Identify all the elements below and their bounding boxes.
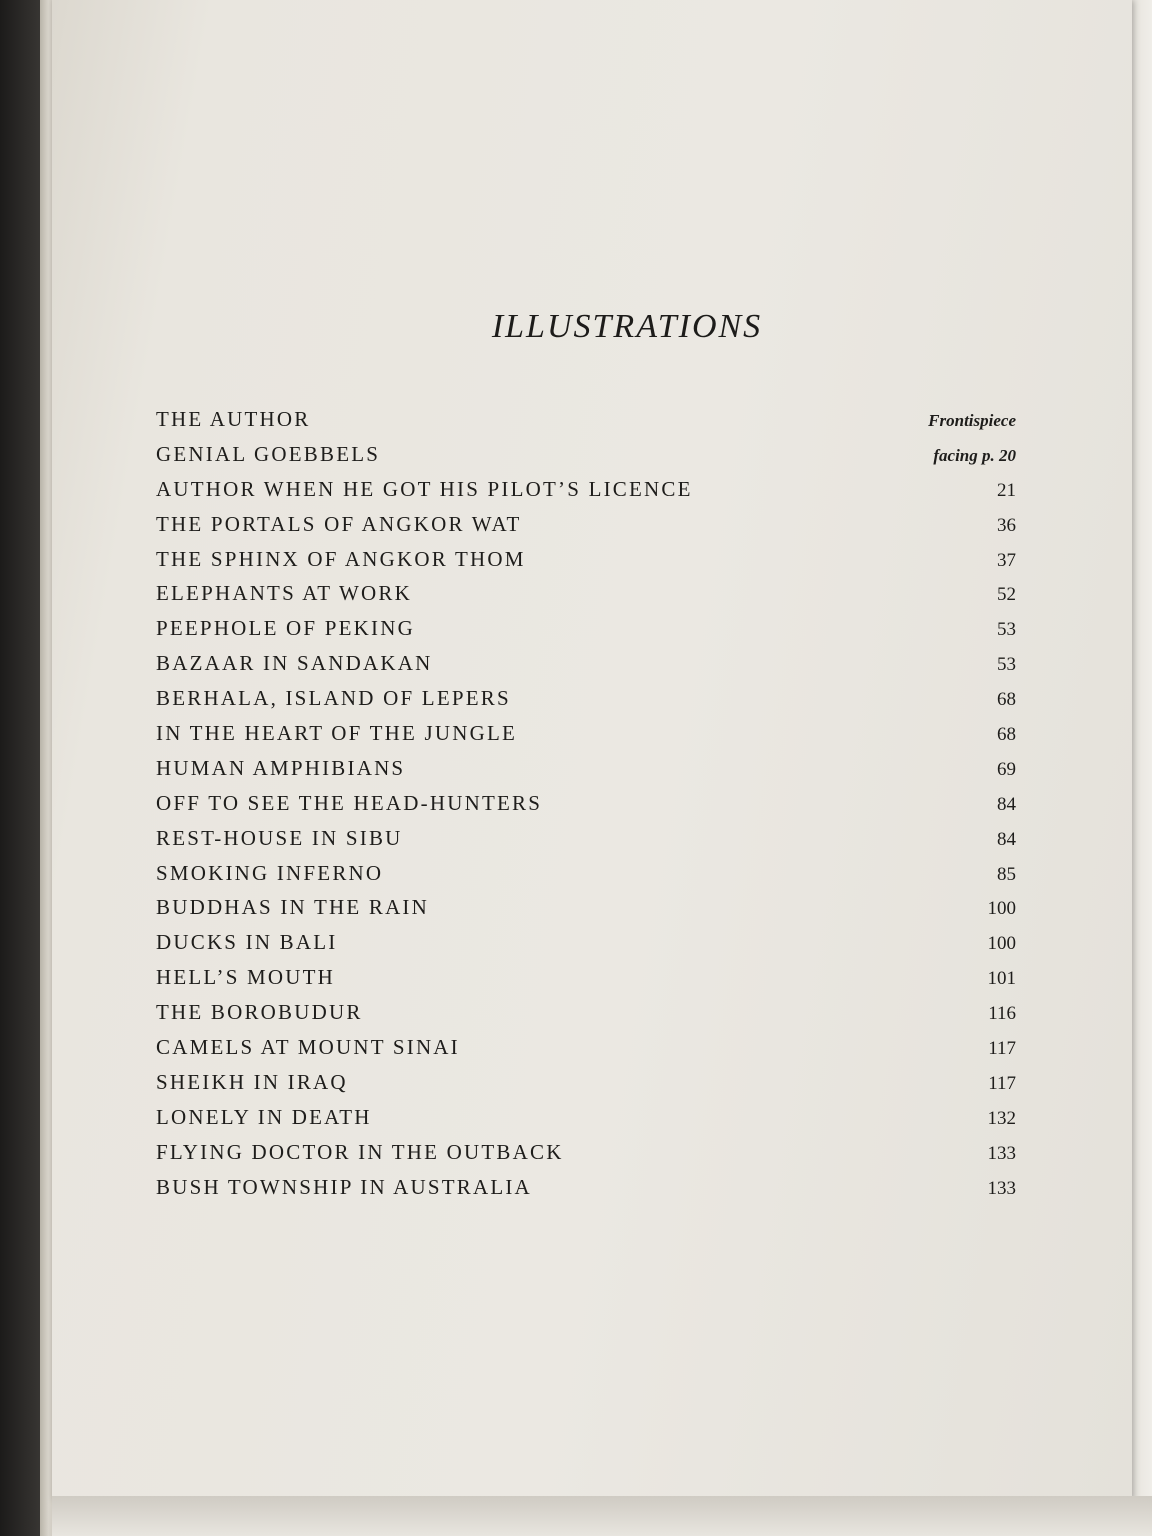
entry-page: 133	[987, 1142, 1016, 1164]
list-item	[156, 1070, 1016, 1105]
entry-page: 68	[997, 689, 1016, 711]
entry-page: 117	[988, 1072, 1016, 1094]
entry-page: 116	[988, 1003, 1016, 1025]
entry-page: 53	[997, 619, 1016, 641]
entry-page: 21	[997, 479, 1016, 501]
entry-page: 84	[997, 828, 1016, 850]
entry-page: 37	[997, 549, 1016, 571]
list-item	[156, 547, 1016, 582]
entry-title: DUCKS IN BALI	[156, 930, 338, 955]
list-item	[156, 686, 1016, 721]
book-cover-edge	[0, 0, 44, 1536]
list-item	[156, 1140, 1016, 1175]
entry-title: BUSH TOWNSHIP IN AUSTRALIA	[156, 1174, 532, 1199]
entry-page: 133	[987, 1177, 1016, 1199]
list-item	[156, 442, 1016, 477]
entry-title: AUTHOR WHEN HE GOT HIS PILOT’S LICENCE	[156, 476, 693, 501]
entry-title: SMOKING INFERNO	[156, 860, 384, 885]
entry-page: 85	[997, 863, 1016, 885]
page-title: ILLUSTRATIONS	[491, 308, 763, 345]
entry-title: THE SPHINX OF ANGKOR THOM	[156, 546, 526, 571]
entry-page: 100	[987, 933, 1016, 955]
entry-page: 36	[997, 514, 1016, 536]
entry-page: facing p. 20	[933, 445, 1016, 465]
list-item	[156, 791, 1016, 826]
entry-page: 69	[997, 758, 1016, 780]
entry-title: THE PORTALS OF ANGKOR WAT	[156, 511, 522, 536]
entry-title: GENIAL GOEBBELS	[156, 441, 381, 466]
list-item	[156, 1035, 1016, 1070]
list-item	[156, 581, 1016, 616]
page-stack-edge	[1130, 0, 1152, 1536]
entry-page: 101	[987, 968, 1016, 990]
entry-title: FLYING DOCTOR IN THE OUTBACK	[156, 1139, 564, 1164]
entry-title: THE BOROBUDUR	[156, 1000, 363, 1025]
entry-title: OFF TO SEE THE HEAD-HUNTERS	[156, 790, 543, 815]
list-item	[156, 1000, 1016, 1035]
entry-page: 100	[987, 898, 1016, 920]
list-item	[156, 512, 1016, 547]
list-item	[156, 616, 1016, 651]
entry-title: REST-HOUSE IN SIBU	[156, 825, 403, 850]
list-item	[156, 407, 1016, 442]
book-page	[52, 0, 1132, 1500]
entry-title: THE AUTHOR	[156, 407, 311, 431]
list-item	[156, 1175, 1016, 1210]
list-item	[156, 826, 1016, 861]
list-item	[156, 930, 1016, 965]
page-bottom-shadow	[52, 1496, 1152, 1536]
entry-title: PEEPHOLE OF PEKING	[156, 616, 415, 641]
list-item	[156, 965, 1016, 1000]
entry-page: 117	[988, 1038, 1016, 1060]
entry-page: 68	[997, 724, 1016, 746]
illustrations-list	[156, 407, 1016, 1209]
entry-page: 84	[997, 793, 1016, 815]
entry-title: LONELY IN DEATH	[156, 1104, 372, 1129]
list-item	[156, 1105, 1016, 1140]
entry-title: HUMAN AMPHIBIANS	[156, 755, 406, 780]
entry-title: CAMELS AT MOUNT SINAI	[156, 1035, 460, 1060]
entry-title: IN THE HEART OF THE JUNGLE	[156, 721, 518, 746]
entry-title: BUDDHAS IN THE RAIN	[156, 895, 429, 920]
list-item	[156, 721, 1016, 756]
entry-page: 53	[997, 654, 1016, 676]
list-item	[156, 477, 1016, 512]
entry-title: SHEIKH IN IRAQ	[156, 1069, 348, 1094]
entry-title: BERHALA, ISLAND OF LEPERS	[156, 686, 511, 711]
entry-title: ELEPHANTS AT WORK	[156, 581, 412, 606]
entry-title: HELL’S MOUTH	[156, 965, 336, 990]
list-item	[156, 861, 1016, 896]
list-item	[156, 895, 1016, 930]
entry-page: 132	[987, 1107, 1016, 1129]
list-item	[156, 756, 1016, 791]
entry-page: Frontispiece	[928, 411, 1016, 430]
entry-title: BAZAAR IN SANDAKAN	[156, 651, 433, 676]
list-item	[156, 651, 1016, 686]
entry-page: 52	[997, 584, 1016, 606]
